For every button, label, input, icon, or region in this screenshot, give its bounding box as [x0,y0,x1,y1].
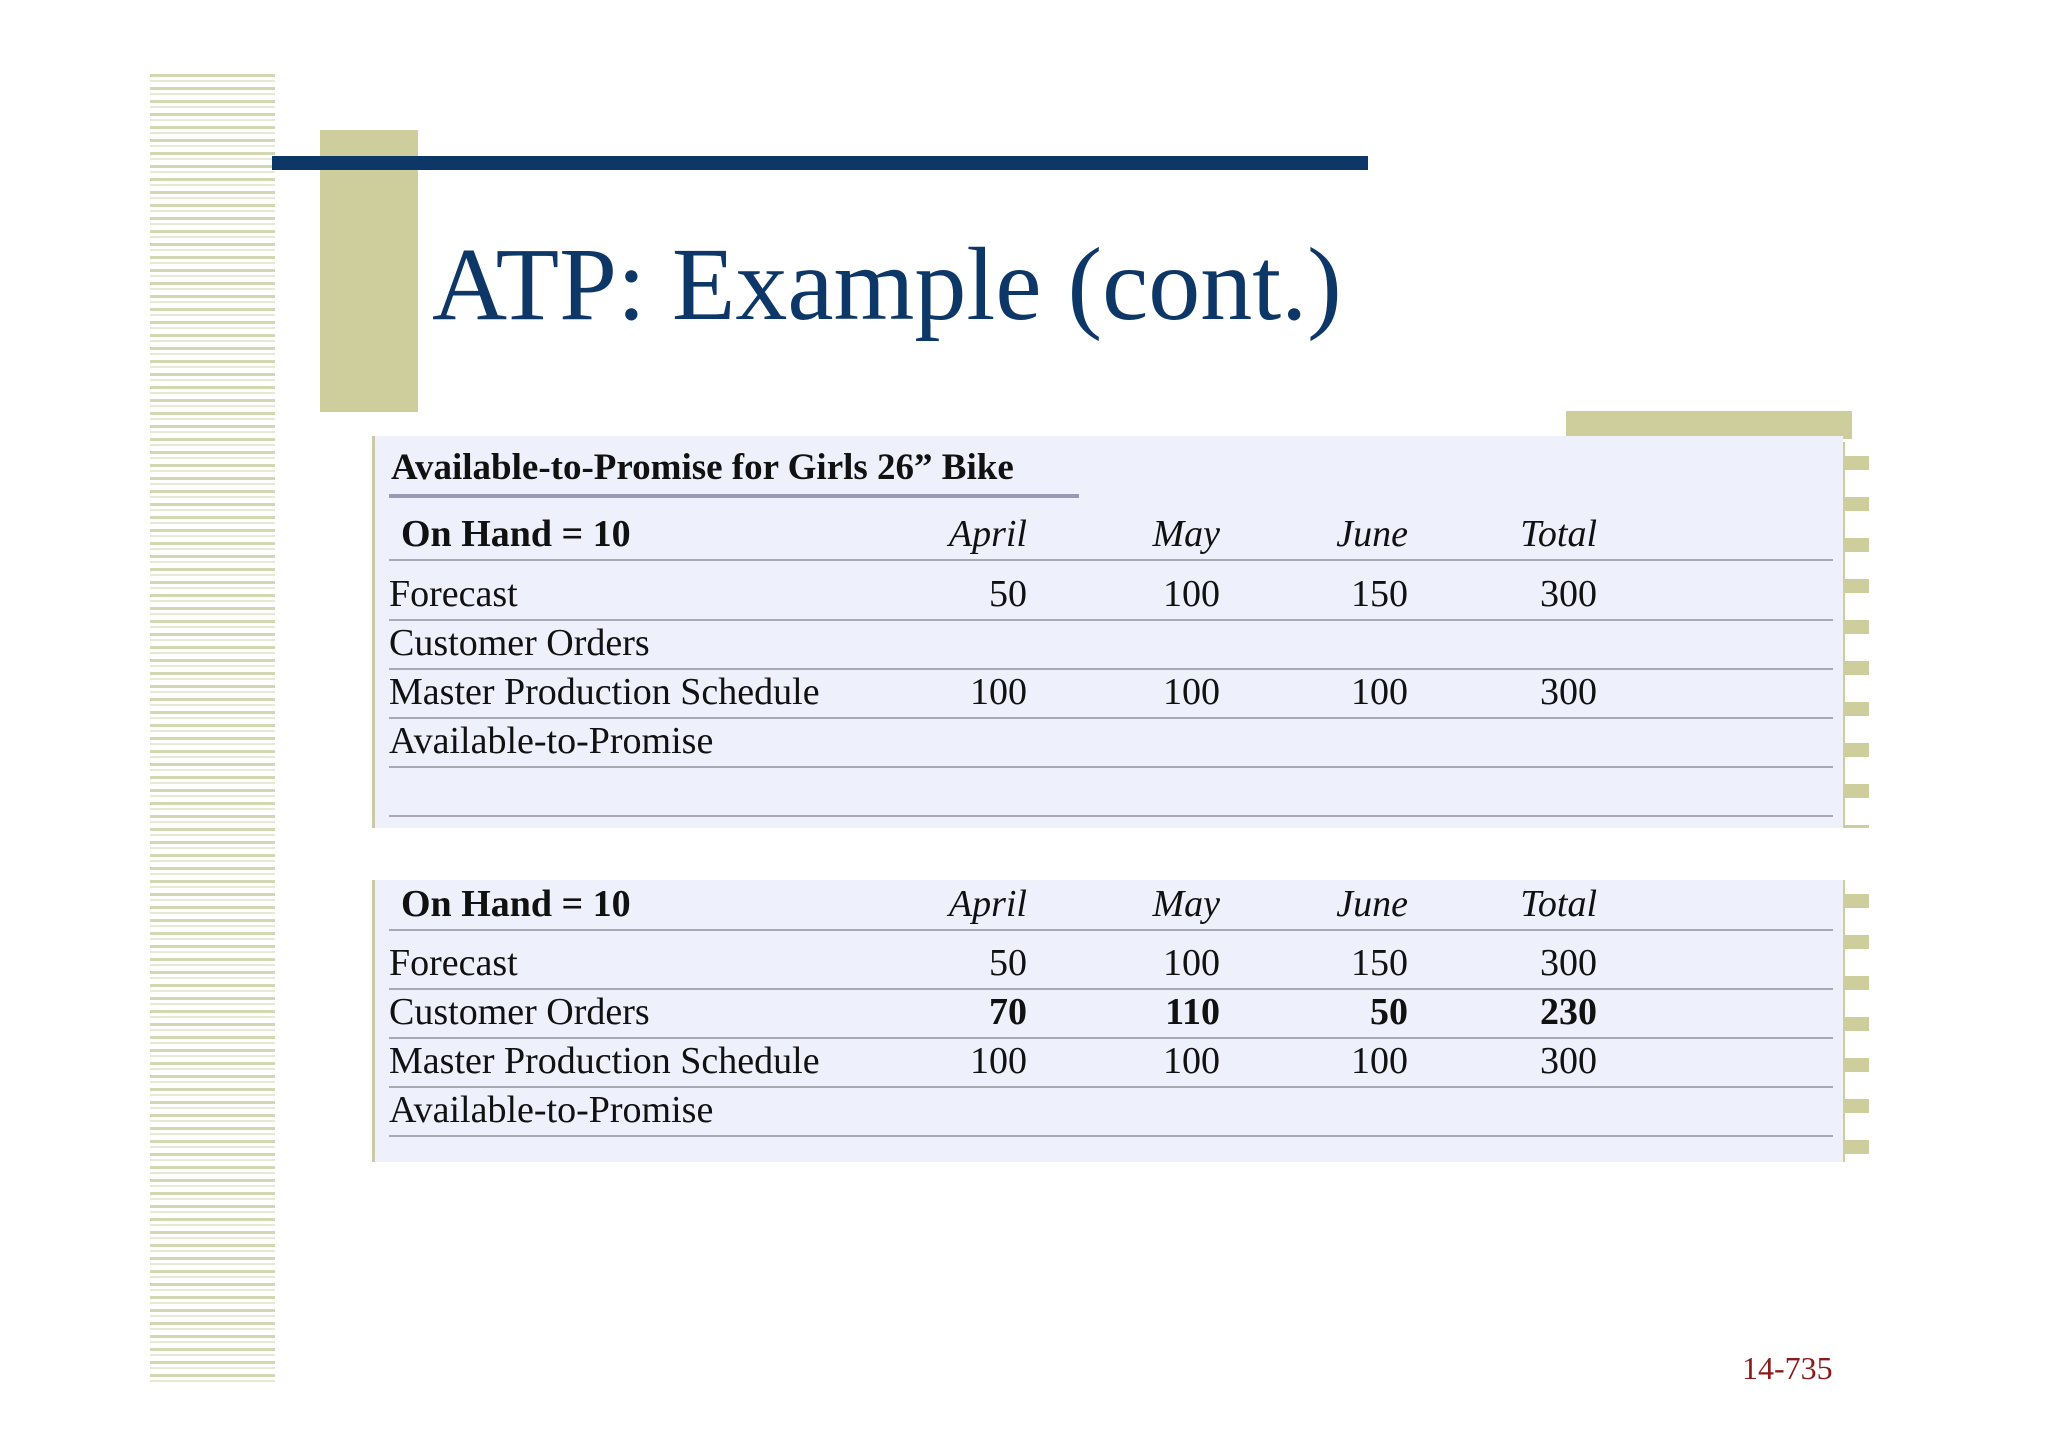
panel-edge-ticks [1843,880,1869,1162]
on-hand-label: On Hand = 10 [401,883,631,925]
cell-june: 150 [1351,942,1408,984]
cell-april: 50 [989,573,1027,615]
row-label: Available-to-Promise [389,720,714,762]
atp-table-initial [372,436,1843,828]
cell-june: 150 [1351,573,1408,615]
table-row-empty [389,766,1833,817]
cell-may: 100 [1163,942,1220,984]
cell-april: 70 [989,991,1027,1033]
cell-may: 100 [1163,1040,1220,1082]
cell-june: 100 [1351,1040,1408,1082]
cell-total: 230 [1540,991,1597,1033]
col-total: Total [1520,513,1597,555]
col-june: June [1336,513,1408,555]
table-row-customer-orders [389,619,1833,670]
table-row-mps [389,1037,1833,1088]
decorative-stripes [150,74,275,1384]
title-rule [272,156,1368,170]
table-row-customer-orders [389,988,1833,1039]
col-may: May [1152,513,1220,555]
cell-june: 50 [1370,991,1408,1033]
cell-may: 100 [1163,573,1220,615]
row-label: Master Production Schedule [389,671,820,713]
col-total: Total [1520,883,1597,925]
cell-total: 300 [1540,573,1597,615]
table-header-row [389,880,1833,931]
row-label: Forecast [389,573,518,615]
table-header-row [389,510,1833,561]
slide-title: ATP: Example (cont.) [432,227,1342,342]
row-label: Available-to-Promise [389,1089,714,1131]
cell-total: 300 [1540,942,1597,984]
table-row-atp [389,717,1833,768]
cell-total: 300 [1540,671,1597,713]
row-label: Customer Orders [389,622,650,664]
cell-april: 50 [989,942,1027,984]
title-accent-block [320,130,418,412]
cell-april: 100 [970,1040,1027,1082]
table-row-forecast [389,570,1833,621]
atp-table-with-orders [372,880,1843,1162]
table-row-forecast [389,939,1833,990]
caption-underline [389,494,1079,498]
cell-may: 110 [1165,991,1220,1033]
panel-edge-ticks [1843,442,1869,828]
corner-accent-block [1566,411,1852,439]
col-april: April [948,883,1027,925]
cell-june: 100 [1351,671,1408,713]
row-label: Customer Orders [389,991,650,1033]
slide-number: 14-735 [1742,1350,1833,1386]
col-april: April [948,513,1027,555]
cell-april: 100 [970,671,1027,713]
row-label: Forecast [389,942,518,984]
table-row-atp [389,1086,1833,1137]
on-hand-label: On Hand = 10 [401,513,631,555]
cell-may: 100 [1163,671,1220,713]
col-may: May [1152,883,1220,925]
row-label: Master Production Schedule [389,1040,820,1082]
table-row-mps [389,668,1833,719]
table-caption: Available-to-Promise for Girls 26” Bike [391,447,1014,488]
cell-total: 300 [1540,1040,1597,1082]
col-june: June [1336,883,1408,925]
